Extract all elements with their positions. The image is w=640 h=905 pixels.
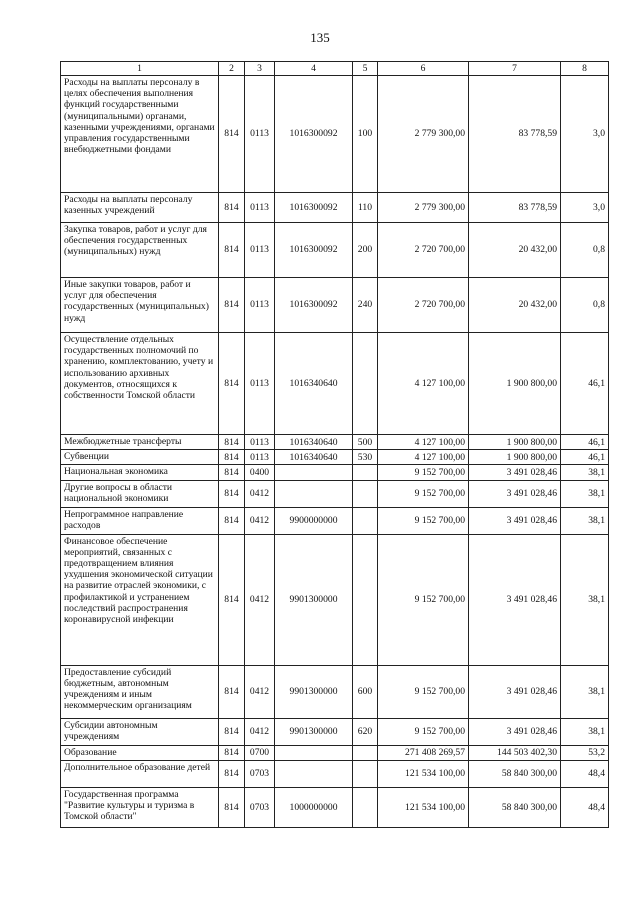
gr-code-cell: 814 xyxy=(219,193,245,223)
expense-type-cell: 530 xyxy=(353,450,378,465)
executed-amount-cell: 3 491 028,46 xyxy=(469,465,561,480)
table-row xyxy=(61,435,609,450)
executed-amount-cell: 3 491 028,46 xyxy=(469,534,561,665)
table-row xyxy=(61,76,609,193)
plan-amount-cell: 2 720 700,00 xyxy=(378,278,469,333)
executed-amount-cell: 1 900 800,00 xyxy=(469,435,561,450)
percent-cell: 38,1 xyxy=(561,534,609,665)
executed-amount-cell: 20 432,00 xyxy=(469,278,561,333)
plan-amount-cell: 2 720 700,00 xyxy=(378,223,469,278)
header-cell: 6 xyxy=(378,62,469,76)
gr-code-cell: 814 xyxy=(219,450,245,465)
row-name-cell: Закупка товаров, работ и услуг для обеспечения государственных (муниципальных) нужд xyxy=(61,223,219,278)
executed-amount-cell: 3 491 028,46 xyxy=(469,507,561,534)
expense-type-cell xyxy=(353,333,378,435)
section-code-cell: 0113 xyxy=(245,193,275,223)
table-row xyxy=(61,534,609,665)
row-name-cell: Субвенции xyxy=(61,450,219,465)
target-article-cell: 1016340640 xyxy=(275,333,353,435)
expense-type-cell: 200 xyxy=(353,223,378,278)
row-name-cell: Субсидии автономным учреждениям xyxy=(61,718,219,745)
target-article-cell: 1016300092 xyxy=(275,193,353,223)
row-name-cell: Расходы на выплаты персоналу казенных учреждений xyxy=(61,193,219,223)
percent-cell: 48,4 xyxy=(561,787,609,827)
percent-cell: 53,2 xyxy=(561,745,609,760)
percent-cell: 48,4 xyxy=(561,760,609,787)
row-name-cell: Национальная экономика xyxy=(61,465,219,480)
expense-type-cell xyxy=(353,760,378,787)
table-row xyxy=(61,450,609,465)
header-cell: 2 xyxy=(219,62,245,76)
plan-amount-cell: 9 152 700,00 xyxy=(378,465,469,480)
gr-code-cell: 814 xyxy=(219,223,245,278)
row-name-cell: Государственная программа "Развитие культуры и туризма в Томской области" xyxy=(61,787,219,827)
gr-code-cell: 814 xyxy=(219,534,245,665)
percent-cell: 46,1 xyxy=(561,450,609,465)
page-number: 135 xyxy=(310,30,330,45)
section-code-cell: 0703 xyxy=(245,787,275,827)
header-row xyxy=(61,62,609,76)
percent-cell: 3,0 xyxy=(561,76,609,193)
plan-amount-cell: 2 779 300,00 xyxy=(378,76,469,193)
percent-cell: 0,8 xyxy=(561,278,609,333)
target-article-cell: 9901300000 xyxy=(275,718,353,745)
row-name-cell: Расходы на выплаты персоналу в целях обеспечения выполнения функций государственными (муниципальными) органами, казенными учреждениями, органами управления государственными внебюджетными фондами xyxy=(61,76,219,193)
target-article-cell: 1000000000 xyxy=(275,787,353,827)
percent-cell: 46,1 xyxy=(561,333,609,435)
executed-amount-cell: 83 778,59 xyxy=(469,193,561,223)
percent-cell: 38,1 xyxy=(561,465,609,480)
table-row xyxy=(61,278,609,333)
target-article-cell: 1016340640 xyxy=(275,450,353,465)
gr-code-cell: 814 xyxy=(219,435,245,450)
section-code-cell: 0703 xyxy=(245,760,275,787)
executed-amount-cell: 1 900 800,00 xyxy=(469,450,561,465)
section-code-cell: 0113 xyxy=(245,278,275,333)
expense-type-cell xyxy=(353,507,378,534)
expense-type-cell: 240 xyxy=(353,278,378,333)
executed-amount-cell: 3 491 028,46 xyxy=(469,718,561,745)
gr-code-cell: 814 xyxy=(219,333,245,435)
target-article-cell: 9900000000 xyxy=(275,507,353,534)
expense-type-cell xyxy=(353,480,378,507)
percent-cell: 38,1 xyxy=(561,480,609,507)
row-name-cell: Межбюджетные трансферты xyxy=(61,435,219,450)
gr-code-cell: 814 xyxy=(219,718,245,745)
section-code-cell: 0113 xyxy=(245,450,275,465)
percent-cell: 38,1 xyxy=(561,507,609,534)
row-name-cell: Предоставление субсидий бюджетным, автономным учреждениям и иным некоммерческим организациям xyxy=(61,665,219,718)
target-article-cell: 1016300092 xyxy=(275,223,353,278)
executed-amount-cell: 3 491 028,46 xyxy=(469,480,561,507)
plan-amount-cell: 2 779 300,00 xyxy=(378,193,469,223)
plan-amount-cell: 9 152 700,00 xyxy=(378,507,469,534)
row-name-cell: Дополнительное образование детей xyxy=(61,760,219,787)
plan-amount-cell: 271 408 269,57 xyxy=(378,745,469,760)
expense-type-cell xyxy=(353,745,378,760)
target-article-cell: 9901300000 xyxy=(275,534,353,665)
plan-amount-cell: 4 127 100,00 xyxy=(378,435,469,450)
table-row xyxy=(61,718,609,745)
target-article-cell: 9901300000 xyxy=(275,665,353,718)
table-row xyxy=(61,745,609,760)
percent-cell: 0,8 xyxy=(561,223,609,278)
table-row xyxy=(61,507,609,534)
table-row xyxy=(61,760,609,787)
row-name-cell: Иные закупки товаров, работ и услуг для обеспечения государственных (муниципальных) нужд xyxy=(61,278,219,333)
row-name-cell: Осуществление отдельных государственных полномочий по хранению, комплектованию, учету и использованию архивных документов, относящихся к собственности Томской области xyxy=(61,333,219,435)
header-cell: 4 xyxy=(275,62,353,76)
table-row xyxy=(61,193,609,223)
expense-type-cell: 100 xyxy=(353,76,378,193)
executed-amount-cell: 58 840 300,00 xyxy=(469,787,561,827)
gr-code-cell: 814 xyxy=(219,787,245,827)
table-row xyxy=(61,223,609,278)
section-code-cell: 0113 xyxy=(245,333,275,435)
percent-cell: 3,0 xyxy=(561,193,609,223)
header-cell: 7 xyxy=(469,62,561,76)
section-code-cell: 0412 xyxy=(245,507,275,534)
executed-amount-cell: 1 900 800,00 xyxy=(469,333,561,435)
gr-code-cell: 814 xyxy=(219,480,245,507)
gr-code-cell: 814 xyxy=(219,507,245,534)
section-code-cell: 0113 xyxy=(245,223,275,278)
table-row xyxy=(61,787,609,827)
plan-amount-cell: 9 152 700,00 xyxy=(378,480,469,507)
gr-code-cell: 814 xyxy=(219,745,245,760)
percent-cell: 38,1 xyxy=(561,665,609,718)
gr-code-cell: 814 xyxy=(219,76,245,193)
section-code-cell: 0412 xyxy=(245,534,275,665)
table-row xyxy=(61,465,609,480)
row-name-cell: Непрограммное направление расходов xyxy=(61,507,219,534)
section-code-cell: 0113 xyxy=(245,435,275,450)
table-row xyxy=(61,333,609,435)
plan-amount-cell: 9 152 700,00 xyxy=(378,534,469,665)
row-name-cell: Образование xyxy=(61,745,219,760)
plan-amount-cell: 121 534 100,00 xyxy=(378,760,469,787)
expense-type-cell xyxy=(353,465,378,480)
section-code-cell: 0412 xyxy=(245,718,275,745)
target-article-cell: 1016340640 xyxy=(275,435,353,450)
row-name-cell: Финансовое обеспечение мероприятий, связанных с предотвращением влияния ухудшения экономической ситуации на развитие отраслей экономики, с профилактикой и устранением последствий распространения коронавирусной инфекции xyxy=(61,534,219,665)
target-article-cell: 1016300092 xyxy=(275,278,353,333)
section-code-cell: 0412 xyxy=(245,665,275,718)
section-code-cell: 0400 xyxy=(245,465,275,480)
target-article-cell xyxy=(275,480,353,507)
executed-amount-cell: 83 778,59 xyxy=(469,76,561,193)
target-article-cell xyxy=(275,465,353,480)
gr-code-cell: 814 xyxy=(219,465,245,480)
section-code-cell: 0412 xyxy=(245,480,275,507)
header-cell: 8 xyxy=(561,62,609,76)
target-article-cell: 1016300092 xyxy=(275,76,353,193)
plan-amount-cell: 121 534 100,00 xyxy=(378,787,469,827)
row-name-cell: Другие вопросы в области национальной экономики xyxy=(61,480,219,507)
expense-type-cell: 600 xyxy=(353,665,378,718)
expense-type-cell xyxy=(353,787,378,827)
gr-code-cell: 814 xyxy=(219,760,245,787)
gr-code-cell: 814 xyxy=(219,665,245,718)
expense-type-cell xyxy=(353,534,378,665)
section-code-cell: 0700 xyxy=(245,745,275,760)
plan-amount-cell: 9 152 700,00 xyxy=(378,718,469,745)
table-row xyxy=(61,480,609,507)
target-article-cell xyxy=(275,745,353,760)
table-row xyxy=(61,665,609,718)
expense-type-cell: 620 xyxy=(353,718,378,745)
plan-amount-cell: 4 127 100,00 xyxy=(378,450,469,465)
expense-type-cell: 110 xyxy=(353,193,378,223)
expense-type-cell: 500 xyxy=(353,435,378,450)
plan-amount-cell: 4 127 100,00 xyxy=(378,333,469,435)
header-cell: 5 xyxy=(353,62,378,76)
executed-amount-cell: 3 491 028,46 xyxy=(469,665,561,718)
section-code-cell: 0113 xyxy=(245,76,275,193)
target-article-cell xyxy=(275,760,353,787)
executed-amount-cell: 144 503 402,30 xyxy=(469,745,561,760)
percent-cell: 38,1 xyxy=(561,718,609,745)
budget-table xyxy=(60,61,609,828)
executed-amount-cell: 20 432,00 xyxy=(469,223,561,278)
percent-cell: 46,1 xyxy=(561,435,609,450)
gr-code-cell: 814 xyxy=(219,278,245,333)
executed-amount-cell: 58 840 300,00 xyxy=(469,760,561,787)
plan-amount-cell: 9 152 700,00 xyxy=(378,665,469,718)
header-cell: 1 xyxy=(61,62,219,76)
header-cell: 3 xyxy=(245,62,275,76)
